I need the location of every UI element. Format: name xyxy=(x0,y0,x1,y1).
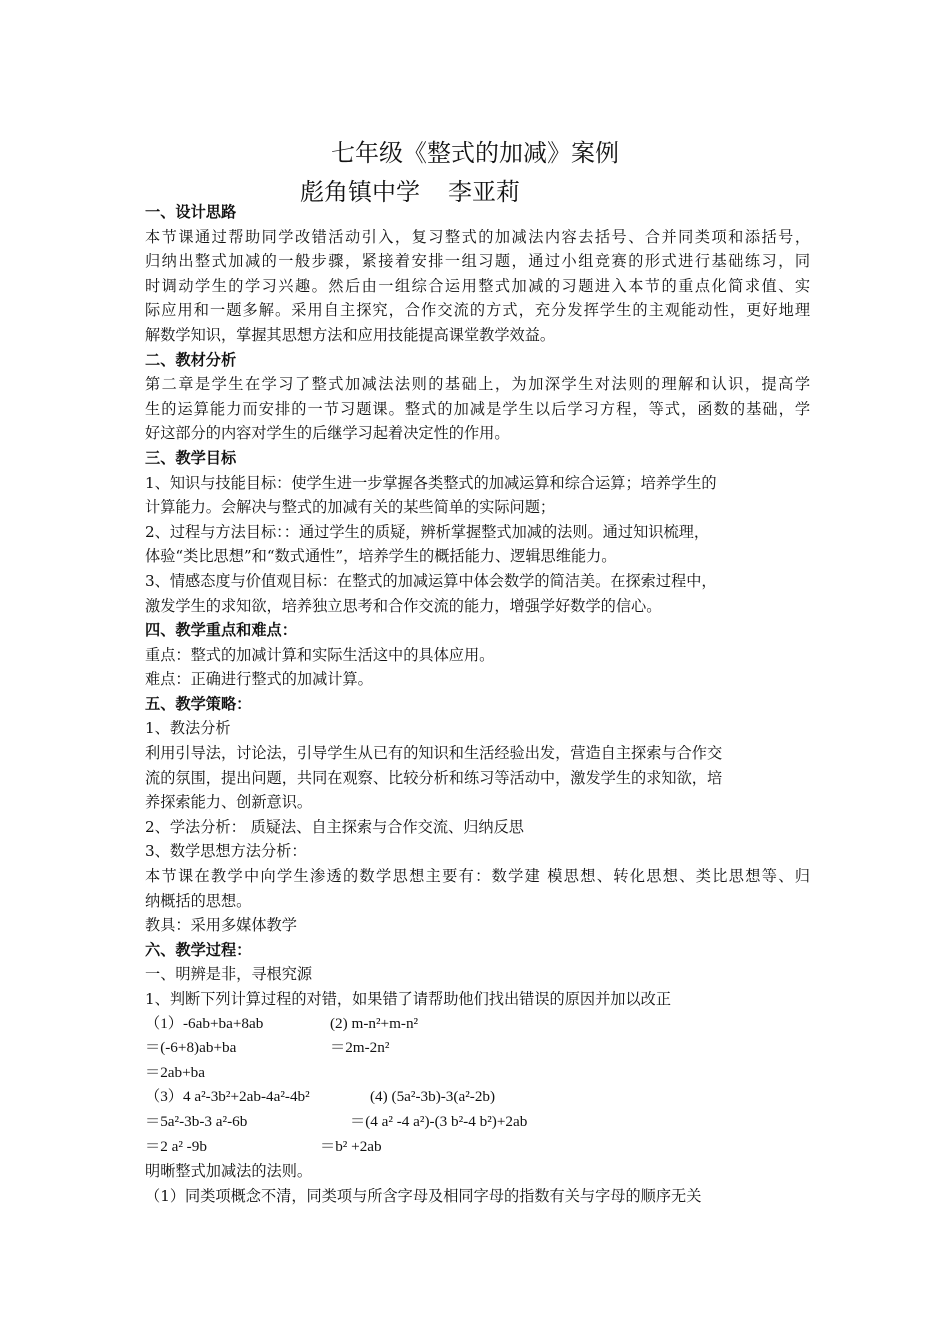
paragraph-line: 3、情感态度与价值观目标：在整式的加减运算中体会数学的简洁美。在探索过程中， xyxy=(145,571,717,590)
paragraph-line: 际应用和一题多解。采用自主探究，合作交流的方式，充分发挥学生的主观能动性，更好地理 xyxy=(145,301,810,320)
document-title: 七年级《整式的加减》案例 xyxy=(331,139,619,167)
paragraph-line: 生的运算能力而安排的一节习题课。整式的加减是学生以后学习方程，等式，函数的基础，学 xyxy=(145,399,810,418)
paragraph-line: 教具：采用多媒体教学 xyxy=(145,916,297,935)
section-heading: 四、教学重点和难点： xyxy=(145,621,297,640)
math-row xyxy=(145,1135,810,1160)
document-body xyxy=(145,200,810,1208)
math-row xyxy=(145,1085,810,1110)
school-name: 彪角镇中学 xyxy=(300,178,420,206)
paragraph-line: 明晰整式加减法的法则。 xyxy=(145,1162,313,1181)
paragraph-line: 1、教法分析 xyxy=(145,719,231,738)
math-left: ＝2 a² -9b xyxy=(145,1137,207,1155)
paragraph-line: 本节课通过帮助同学改错活动引入，复习整式的加减法内容去括号、合并同类项和添括号， xyxy=(145,227,810,246)
paragraph-line: 养探索能力、创新意识。 xyxy=(145,793,313,812)
paragraph-line: 好这部分的内容对学生的后继学习起着决定性的作用。 xyxy=(145,424,510,443)
paragraph-line: （1）同类项概念不清，同类项与所含字母及相同字母的指数有关与字母的顺序无关 xyxy=(145,1186,702,1205)
paragraph-line: 归纳出整式加减的一般步骤，紧接着安排一组习题，通过小组竞赛的形式进行基础练习，同 xyxy=(145,252,810,271)
math-left: ＝5a²-3b-3 a²-6b xyxy=(145,1112,248,1130)
math-left: （3）4 a²-3b²+2ab-4a²-4b² xyxy=(145,1088,310,1106)
paragraph-line: 2、过程与方法目标：：通过学生的质疑，辨析掌握整式加减的法则。通过知识梳理， xyxy=(145,522,710,541)
author-name: 李亚莉 xyxy=(448,178,520,206)
paragraph-line: 第二章是学生在学习了整式加减法法则的基础上，为加深学生对法则的理解和认识，提高学 xyxy=(145,375,810,394)
paragraph-line: 1、判断下列计算过程的对错，如果错了请帮助他们找出错误的原因并加以改正 xyxy=(145,990,672,1008)
paragraph-line: 本节课在教学中向学生渗透的数学思想主要有：数学建 模思想、转化思想、类比思想等、归 xyxy=(145,867,810,886)
section-heading: 三、教学目标 xyxy=(145,448,237,467)
math-row xyxy=(145,1012,810,1037)
math-left: （1）-6ab+ba+8ab xyxy=(145,1014,264,1032)
section-heading: 一、设计思路 xyxy=(145,203,237,221)
paragraph-line: 1、知识与技能目标：使学生进一步掌握各类整式的加减运算和综合运算；培养学生的 xyxy=(145,473,717,492)
section-heading: 二、教材分析 xyxy=(145,350,237,369)
paragraph-line: 体验“类比思想”和“数式通性”，培养学生的概括能力、逻辑思维能力。 xyxy=(145,547,617,566)
paragraph-line: 激发学生的求知欲，培养独立思考和合作交流的能力，增强学好数学的信心。 xyxy=(145,596,662,615)
section-heading: 五、教学策略： xyxy=(145,694,252,713)
math-right: ＝2m-2n² xyxy=(330,1039,390,1057)
math-row xyxy=(145,1036,810,1061)
math-row xyxy=(145,1110,810,1135)
math-left: ＝(-6+8)ab+ba xyxy=(145,1039,237,1057)
paragraph-line: 解数学知识，掌握其思想方法和应用技能提高课堂教学效益。 xyxy=(145,325,556,344)
paragraph-line: 难点：正确进行整式的加减计算。 xyxy=(145,670,373,689)
math-right: ＝(4 a² -4 a²)-(3 b²-4 b²)+2ab xyxy=(350,1112,528,1130)
math-row xyxy=(145,1061,810,1086)
paragraph-line: 纳概括的思想。 xyxy=(145,891,252,910)
paragraph-line: 时调动学生的学习兴趣。然后由一组综合运用整式加减的习题进入本节的重点化简求值、实 xyxy=(145,276,810,295)
math-left: ＝2ab+ba xyxy=(145,1063,206,1081)
paragraph-line: 一、明辨是非，寻根究源 xyxy=(145,965,313,984)
math-right: ＝b² +2ab xyxy=(320,1137,382,1155)
paragraph-line: 流的氛围，提出问题，共同在观察、比较分析和练习等活动中，激发学生的求知欲，培 xyxy=(145,768,723,787)
section-heading: 六、教学过程： xyxy=(145,940,252,959)
paragraph-line: 3、数学思想方法分析： xyxy=(145,842,307,861)
paragraph-line: 计算能力。会解决与整式的加减有关的某些简单的实际问题； xyxy=(145,498,556,517)
math-right: (2) m-n²+m-n² xyxy=(330,1014,419,1032)
math-right: (4) (5a²-3b)-3(a²-2b) xyxy=(370,1088,496,1106)
paragraph-line: 利用引导法，讨论法，引导学生从已有的知识和生活经验出发，营造自主探索与合作交 xyxy=(145,744,723,763)
paragraph-line: 重点：整式的加减计算和实际生活这中的具体应用。 xyxy=(145,645,495,664)
paragraph-line: 2、学法分析： 质疑法、自主探索与合作交流、归纳反思 xyxy=(145,817,524,836)
